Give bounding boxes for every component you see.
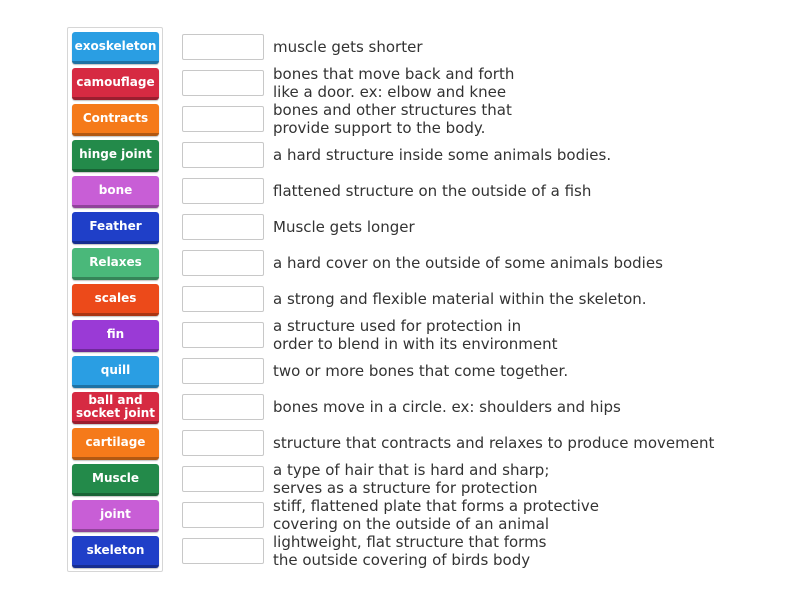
answer-drop-slot[interactable] (182, 538, 264, 564)
answer-drop-slot[interactable] (182, 34, 264, 60)
answer-tile[interactable]: quill (72, 356, 159, 388)
answer-tile[interactable]: Muscle (72, 464, 159, 496)
answer-drop-slot[interactable] (182, 106, 264, 132)
definition-text: bones and other structures that provide support to the body. (273, 101, 512, 137)
definition-text: Muscle gets longer (273, 218, 415, 236)
answer-tile[interactable]: exoskeleton (72, 32, 159, 64)
definition-text: a type of hair that is hard and sharp; serves as a structure for protection (273, 461, 550, 497)
answer-drop-slot[interactable] (182, 466, 264, 492)
definition-text: structure that contracts and relaxes to produce movement (273, 434, 715, 452)
definition-text: a strong and flexible material within the skeleton. (273, 290, 647, 308)
answer-drop-slot[interactable] (182, 430, 264, 456)
definition-text: bones that move back and forth like a door. ex: elbow and knee (273, 65, 515, 101)
answer-drop-slot[interactable] (182, 358, 264, 384)
answer-tile[interactable]: ball and socket joint (72, 392, 159, 424)
answer-tile[interactable]: hinge joint (72, 140, 159, 172)
answer-tile[interactable]: Feather (72, 212, 159, 244)
answer-tile-panel (67, 27, 163, 572)
definition-text: a structure used for protection in order to blend in with its environment (273, 317, 558, 353)
definition-text: a hard structure inside some animals bodies. (273, 146, 612, 164)
answer-drop-slot[interactable] (182, 286, 264, 312)
answer-drop-slot[interactable] (182, 142, 264, 168)
definition-text: lightweight, flat structure that forms the outside covering of birds body (273, 533, 547, 569)
answer-tile[interactable]: scales (72, 284, 159, 316)
answer-drop-slot[interactable] (182, 214, 264, 240)
answer-tile[interactable]: Contracts (72, 104, 159, 136)
answer-drop-slot[interactable] (182, 394, 264, 420)
answer-tile[interactable]: cartilage (72, 428, 159, 460)
answer-tile[interactable]: skeleton (72, 536, 159, 568)
answer-tile[interactable]: Relaxes (72, 248, 159, 280)
answer-tile[interactable]: fin (72, 320, 159, 352)
answer-tile[interactable]: joint (72, 500, 159, 532)
definition-text: stiff, flattened plate that forms a protective covering on the outside of an animal (273, 497, 599, 533)
definition-text: a hard cover on the outside of some animals bodies (273, 254, 663, 272)
answer-tile[interactable]: bone (72, 176, 159, 208)
answer-drop-slot[interactable] (182, 502, 264, 528)
answer-drop-slot[interactable] (182, 178, 264, 204)
definition-text: flattened structure on the outside of a fish (273, 182, 592, 200)
answer-drop-slot[interactable] (182, 70, 264, 96)
definition-text: two or more bones that come together. (273, 362, 569, 380)
answer-tile[interactable]: camouflage (72, 68, 159, 100)
answer-drop-slot[interactable] (182, 322, 264, 348)
answer-drop-slot[interactable] (182, 250, 264, 276)
definition-text: bones move in a circle. ex: shoulders and hips (273, 398, 621, 416)
definition-text: muscle gets shorter (273, 38, 423, 56)
